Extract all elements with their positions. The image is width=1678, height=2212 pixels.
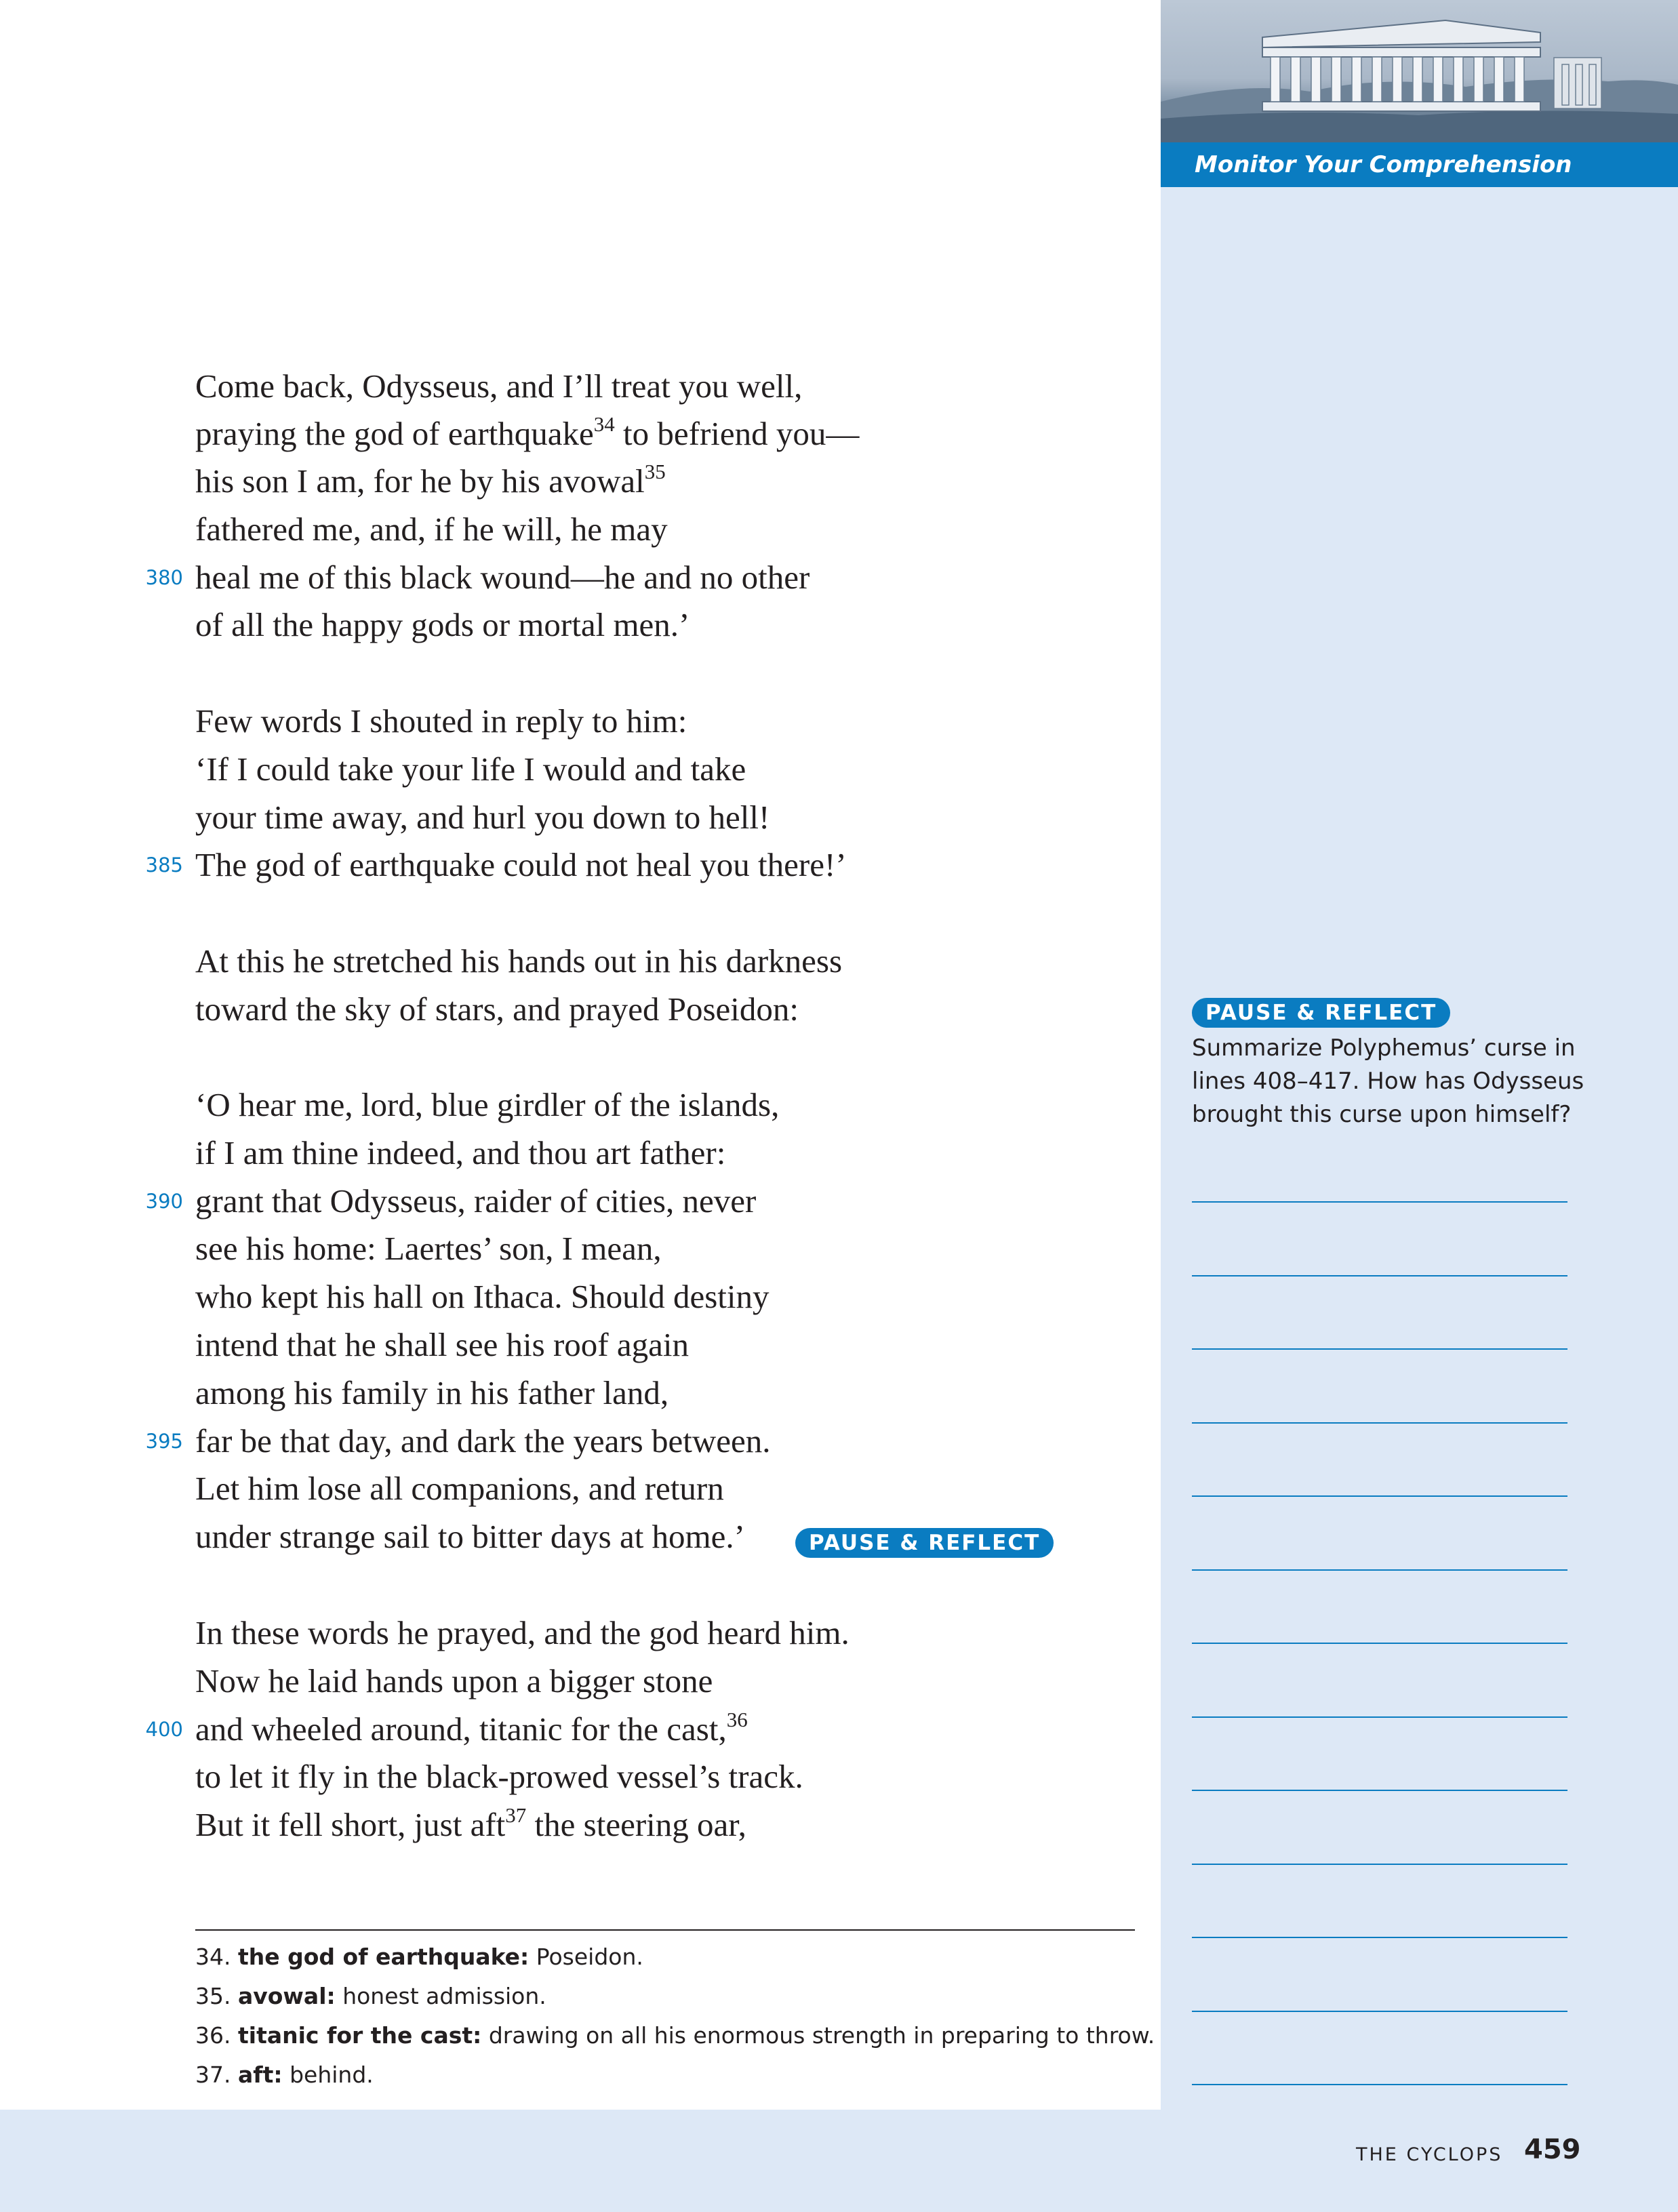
poem-line-text: Come back, Odysseus, and I’ll treat you well, <box>195 367 803 405</box>
pause-reflect-marker <box>795 1528 1054 1558</box>
poem-line-text: At this he stretched his hands out in his darkness <box>195 942 843 980</box>
footnote-definition: behind. <box>282 2062 374 2088</box>
poem-line <box>195 1805 746 1849</box>
page-number: 459 <box>1524 2134 1581 2165</box>
footnote-definition: drawing on all his enormous strength in preparing to throw. <box>481 2022 1155 2049</box>
poem-line <box>195 1468 724 1509</box>
poem-line-text: But it fell short, just aft <box>195 1806 506 1843</box>
poem-line <box>195 1613 850 1653</box>
footnote-number: 35. <box>195 1983 238 2009</box>
footnote-ref: 36 <box>726 1708 748 1731</box>
footnote-definition: Poseidon. <box>529 1944 643 1970</box>
answer-line[interactable] <box>1192 1937 1567 1938</box>
footnote-ref: 35 <box>644 460 666 483</box>
poem-line-text: Now he laid hands upon a bigger stone <box>195 1662 713 1700</box>
answer-line[interactable] <box>1192 1495 1567 1497</box>
poem-line-text: who kept his hall on Ithaca. Should destiny <box>195 1278 770 1315</box>
footnote-term: the god of earthquake: <box>237 1944 530 1970</box>
poem-line-text: fathered me, and, if he will, he may <box>195 510 668 548</box>
poem-line-text: of all the happy gods or mortal men.’ <box>195 606 690 643</box>
poem-line-text: praying the god of earthquake <box>195 415 594 452</box>
line-number: 380 <box>145 566 183 589</box>
poem-line <box>195 989 799 1030</box>
footnote-ref: 37 <box>505 1803 527 1827</box>
line-number: 385 <box>145 853 183 877</box>
poem-line <box>195 941 842 982</box>
poem-line <box>195 1325 689 1365</box>
poem-line <box>195 366 802 407</box>
poem-line-text: under strange sail to bitter days at home.’ <box>195 1518 745 1555</box>
footnote <box>195 2016 1155 2055</box>
poem-line-text: intend that he shall see his roof again <box>195 1326 689 1363</box>
pause-reflect-badge: PAUSE & REFLECT <box>795 1528 1054 1558</box>
poem-line-text: to let it fly in the black-prowed vessel’s track. <box>195 1758 803 1795</box>
poem-line-text: Few words I shouted in reply to him: <box>195 702 687 740</box>
answer-line[interactable] <box>1192 1643 1567 1644</box>
poem-line-text: ‘If I could take your life I would and take <box>195 750 746 788</box>
poem-line-text: The god of earthquake could not heal you there!’ <box>195 846 847 883</box>
answer-line[interactable] <box>1192 1864 1567 1865</box>
line-number: 390 <box>145 1190 183 1213</box>
footnote <box>195 1937 643 1977</box>
poem-line-text: ‘O hear me, lord, blue girdler of the islands, <box>195 1086 780 1123</box>
poem-line-text: far be that day, and dark the years between. <box>195 1422 771 1460</box>
answer-line[interactable] <box>1192 2011 1567 2012</box>
sidebar-pause-reflect <box>1192 998 1450 1028</box>
footnote-ref: 34 <box>593 412 615 436</box>
poem-line <box>195 1276 770 1317</box>
poem-line <box>195 845 847 885</box>
answer-line[interactable] <box>1192 1790 1567 1791</box>
poem-line <box>195 1709 748 1754</box>
answer-line[interactable] <box>1192 2084 1567 2085</box>
answer-line[interactable] <box>1192 1569 1567 1571</box>
poem-line <box>195 1661 713 1702</box>
footnote-number: 36. <box>195 2022 238 2049</box>
poem-line <box>195 1421 770 1462</box>
poem-line-text: In these words he prayed, and the god heard him. <box>195 1614 850 1651</box>
footnote-term: titanic for the cast: <box>237 2022 482 2049</box>
monitor-comprehension-header: Monitor Your Comprehension <box>1161 142 1678 187</box>
parthenon-illustration <box>1161 0 1678 142</box>
poem-line <box>195 1181 756 1222</box>
footer-title: THE CYCLOPS <box>1356 2144 1503 2165</box>
poem-line-text: his son I am, for he by his avowal <box>195 462 645 500</box>
answer-line[interactable] <box>1192 1201 1567 1203</box>
poem-line-text: the steering oar, <box>526 1806 746 1843</box>
footnote-number: 34. <box>195 1944 238 1970</box>
footnote-term: aft: <box>237 2062 283 2088</box>
poem-line <box>195 1228 662 1269</box>
poem-line <box>195 1085 779 1125</box>
line-number: 400 <box>145 1718 183 1741</box>
pause-reflect-heading: PAUSE & REFLECT <box>1192 998 1450 1028</box>
poem-line <box>195 797 770 838</box>
footnote-term: avowal: <box>237 1983 336 2009</box>
poem-line-text: see his home: Laertes’ son, I mean, <box>195 1230 662 1267</box>
poem-line <box>195 1373 668 1413</box>
footnote <box>195 2055 374 2095</box>
poem-line-text: your time away, and hurl you down to hell! <box>195 799 770 836</box>
line-number: 395 <box>145 1430 183 1453</box>
poem-line-text: grant that Odysseus, raider of cities, never <box>195 1182 757 1220</box>
poem-line-text: Let him lose all companions, and return <box>195 1470 724 1507</box>
poem-line <box>195 701 687 742</box>
poem-line <box>195 1756 803 1797</box>
footnote-number: 37. <box>195 2062 238 2088</box>
poem-line-text: if I am thine indeed, and thou art father: <box>195 1134 726 1171</box>
poem-line <box>195 414 859 458</box>
answer-line[interactable] <box>1192 1422 1567 1424</box>
reflection-prompt: Summarize Polyphemus’ curse in lines 408–417. How has Odysseus brought this curse upon himself? <box>1192 1034 1584 1128</box>
parthenon-image <box>1161 0 1678 142</box>
answer-line[interactable] <box>1192 1348 1567 1350</box>
poem-line-text: toward the sky of stars, and prayed Poseidon: <box>195 990 799 1028</box>
answer-line[interactable] <box>1192 1275 1567 1276</box>
poem-line-text: heal me of this black wound—he and no other <box>195 559 810 596</box>
footnote-definition: honest admission. <box>335 1983 546 2009</box>
poem-line <box>195 1516 745 1557</box>
poem-line <box>195 749 746 790</box>
poem-line-text: and wheeled around, titanic for the cast, <box>195 1710 727 1748</box>
poem-line <box>195 605 690 645</box>
poem-line-text: to befriend you— <box>614 415 860 452</box>
poem-line <box>195 557 810 598</box>
footnote <box>195 1977 546 2016</box>
answer-line[interactable] <box>1192 1716 1567 1718</box>
footnote-rule <box>195 1929 1135 1931</box>
poem-line <box>195 509 668 550</box>
poem-line-text: among his family in his father land, <box>195 1374 669 1411</box>
poem-line <box>195 461 666 506</box>
poem-line <box>195 1133 725 1173</box>
